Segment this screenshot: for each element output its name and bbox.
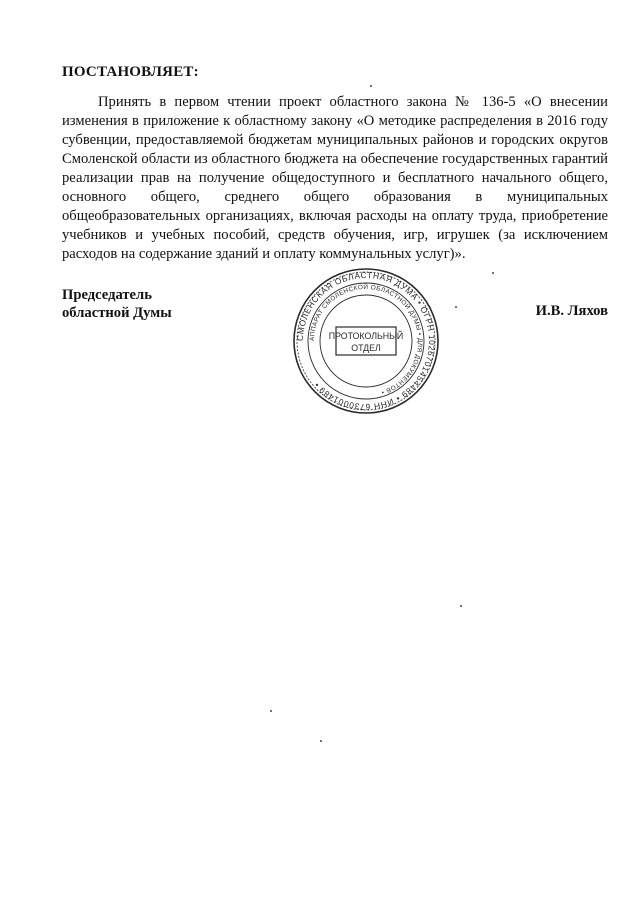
signer-title-line2: областной Думы [62,305,172,321]
scan-speck [460,605,462,607]
stamp-outer-text: СМОЛЕНСКАЯ ОБЛАСТНАЯ ДУМА • ОГРН 1026701454489 • ИНН 6730001489 • [294,269,438,413]
scan-speck [270,710,272,712]
signer-title [62,286,172,322]
stamp-center-line1: ПРОТОКОЛЬНЫЙ [328,331,404,341]
stamp-center-line2: ОТДЕЛ [351,343,381,353]
scan-speck [455,306,457,308]
stamp-middle-text: АППАРАТ СМОЛЕНСКОЙ ОБЛАСТНОЙ ДУМЫ • ДЛЯ ДОКУМЕНТОВ • [308,283,424,396]
official-stamp [292,267,440,415]
signer-name: И.В. Ляхов [535,303,608,319]
signer-title-line1: Председатель [62,287,152,303]
scan-speck [492,272,494,274]
scan-speck [320,740,322,742]
resolution-heading: ПОСТАНОВЛЯЕТ: [62,64,199,80]
scan-speck [370,85,372,87]
resolution-body-text: Принять в первом чтении проект областного закона № 136-5 «О внесении изменения в приложение к областному закону «О методике распределения в 2016 году субвенции, предоставляемой бюджетам муниципальных районов и городских округов Смоленской области из областного бюджета на обеспечение государственных гарантий реализации прав на получение общедоступного и бесплатного начального общего, основного общего, среднего общего образования в муниципальных общеобразовательных организациях, включая расходы на оплату труда, приобретение учебников и учебных пособий, средств обучения, игр, игрушек (за исключением расходов на содержание зданий и оплату коммунальных услуг)». [62,94,608,262]
